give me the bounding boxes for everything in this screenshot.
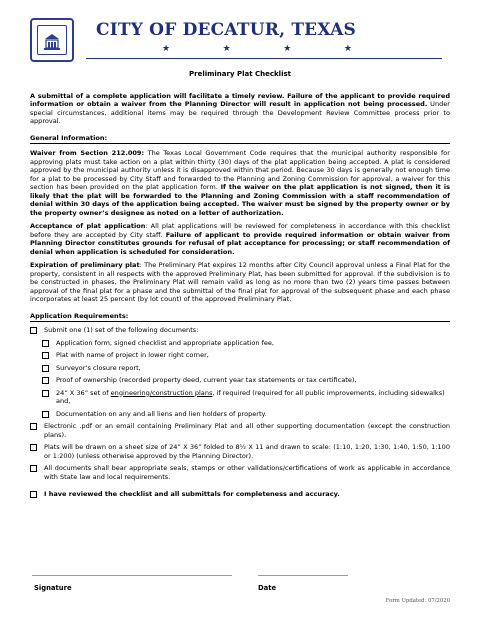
checklist-subitem [42, 376, 450, 385]
city-name: CITY OF DECATUR, TEXAS [96, 20, 356, 40]
expiration-lead: Expiration of preliminary plat [30, 261, 140, 269]
star-icon: ★ [343, 44, 352, 54]
acceptance-bold: Failure of applicant to provide required information or obtain waiver from Planning Director constitutes grounds for refusal of plat acceptance for processing; or staff recommendation of denial when application is scheduled for consideration. [30, 230, 450, 256]
checklist-subitem [42, 364, 450, 373]
city-hall-icon [43, 33, 61, 51]
star-icon: ★ [283, 44, 292, 54]
acceptance-lead: Acceptance of plat application [30, 222, 146, 230]
checkbox-icon[interactable] [42, 411, 49, 418]
expiration-text: : The Preliminary Plat expires 12 months after City Council approval unless a Final Plat for the property, consistent in all respects with the approved Preliminary Plat, has been submitted for approval. If the subdivision is to be constructed in phases, the Preliminary Plat will remain valid as long as no more than two (2) years time passes between approval of the final plat for a phase and the submittal of the final plat for approval of the subsequent phase and each phase incorporates at least 25 percent (by lot count) of the approved Preliminary Plat. [30, 261, 450, 303]
star-icon: ★ [162, 44, 171, 54]
checkbox-icon[interactable] [30, 491, 37, 498]
engineering-plans-link[interactable]: engineering/construction plans [110, 388, 213, 397]
checklist-subitem [42, 339, 450, 348]
document-title: Preliminary Plat Checklist [188, 70, 291, 78]
intro-bold: A submittal of a complete application will facilitate a timely review. Failure of the applicant to provide required information or obtain a waiver from the Planning Director will result in application not being processed. [30, 91, 450, 108]
waiver-paragraph [30, 149, 450, 217]
checkbox-icon[interactable] [42, 365, 49, 372]
checklist-subitem [42, 410, 450, 419]
checkbox-icon[interactable] [30, 444, 37, 451]
checkbox-icon[interactable] [30, 465, 37, 472]
checklist-text: Application form, signed checklist and appropriate application fee, [56, 338, 275, 347]
checklist-subitem [42, 351, 450, 360]
waiver-bold: If the waiver on the plat application is not signed, then it is likely that the plat will be forwarded to the Planning and Zoning Commission with a staff recommendation of denial within 30 days of the application being accepted. The waiver must be signed by the property owner or by the property owner’s designee as noted on a letter of authorization. [30, 183, 450, 217]
checkbox-icon[interactable] [30, 327, 37, 334]
signature-label: Signature [34, 584, 72, 592]
date-line[interactable] [258, 575, 348, 576]
checklist-item-certify [30, 490, 450, 499]
document-body [30, 70, 450, 499]
checklist-text [56, 389, 450, 406]
waiver-text: The Texas Local Government Code requires that the municipal authority responsible for approving plats must take action on a plat within thirty (30) days of the plat application being accepted. A plat is considered approved by the municipal authority unless it is disapproved within that period. Because 30 days is generally not enough time for a plat to be processed by City Staff and forwarded to the Planning and Zoning Commission for approval, a waiver for this section has been provided on the plat application form. [30, 149, 451, 191]
checkbox-icon[interactable] [42, 390, 49, 397]
checklist-text: All documents shall bear appropriate seals, stamps or other validations/certifications of work as applicable in accordance with State law and local requirements. [44, 464, 450, 481]
plans-post: , if required (required for all public improvements, including sidewalks) and, [56, 388, 445, 405]
signature-line[interactable] [32, 575, 232, 576]
star-icon: ★ [222, 44, 231, 54]
application-requirements-heading: Application Requirements: [30, 312, 450, 323]
intro-rest: Under special circumstances, additional items may be required through the Development Review Committee process prior to approval. [30, 100, 450, 125]
checkbox-icon[interactable] [30, 423, 37, 430]
header-divider [86, 58, 442, 59]
checklist-text: Proof of ownership (recorded property deed, current year tax statements or tax certificate), [56, 376, 357, 384]
checklist-item-electronic [30, 422, 450, 439]
checklist-item-submit [30, 326, 450, 335]
general-information-heading: General Information: [30, 134, 450, 145]
header-stars [162, 44, 352, 54]
expiration-paragraph [30, 261, 450, 304]
plans-pre: 24” X 36” set of [56, 388, 111, 397]
checklist-item-plats [30, 443, 450, 460]
checklist-text: Submit one (1) set of the following documents: [44, 326, 199, 334]
checkbox-icon[interactable] [42, 377, 49, 384]
checkbox-icon[interactable] [42, 340, 49, 347]
checklist-item-seals [30, 464, 450, 481]
checkbox-icon[interactable] [42, 352, 49, 359]
intro-paragraph [30, 92, 450, 126]
checklist-text: Plats will be drawn on a sheet size of 24” X 36” folded to 8½ X 11 and drawn to scale: (1:10, 1:20, 1:30, 1:40, 1:50, 1:100 or 1:200) (unless otherwise approved by the Planning Director). [44, 443, 450, 460]
city-seal-logo [30, 18, 74, 62]
checklist-text: Plat with name of project in lower right corner, [56, 351, 209, 359]
checklist-text: Surveyor’s closure report, [56, 363, 141, 372]
acceptance-text: : All plat applications will be reviewed for completeness in accordance with this checklist before they are accepted by City staff. [30, 222, 450, 239]
form-updated-note: Form Updated: 07/2020 [385, 598, 450, 604]
checklist-text: Documentation on any and all liens and lien holders of property. [56, 409, 267, 418]
checklist-text: I have reviewed the checklist and all submittals for completeness and accuracy. [44, 490, 340, 498]
date-label: Date [258, 584, 277, 592]
acceptance-paragraph [30, 222, 450, 256]
checklist-text: Electronic .pdf or an email containing Preliminary Plat and all other supporting documentation (except the construction plans). [44, 422, 450, 439]
waiver-lead: Waiver from Section 212.009: [30, 149, 145, 157]
checklist-subitem-plans [42, 389, 450, 406]
